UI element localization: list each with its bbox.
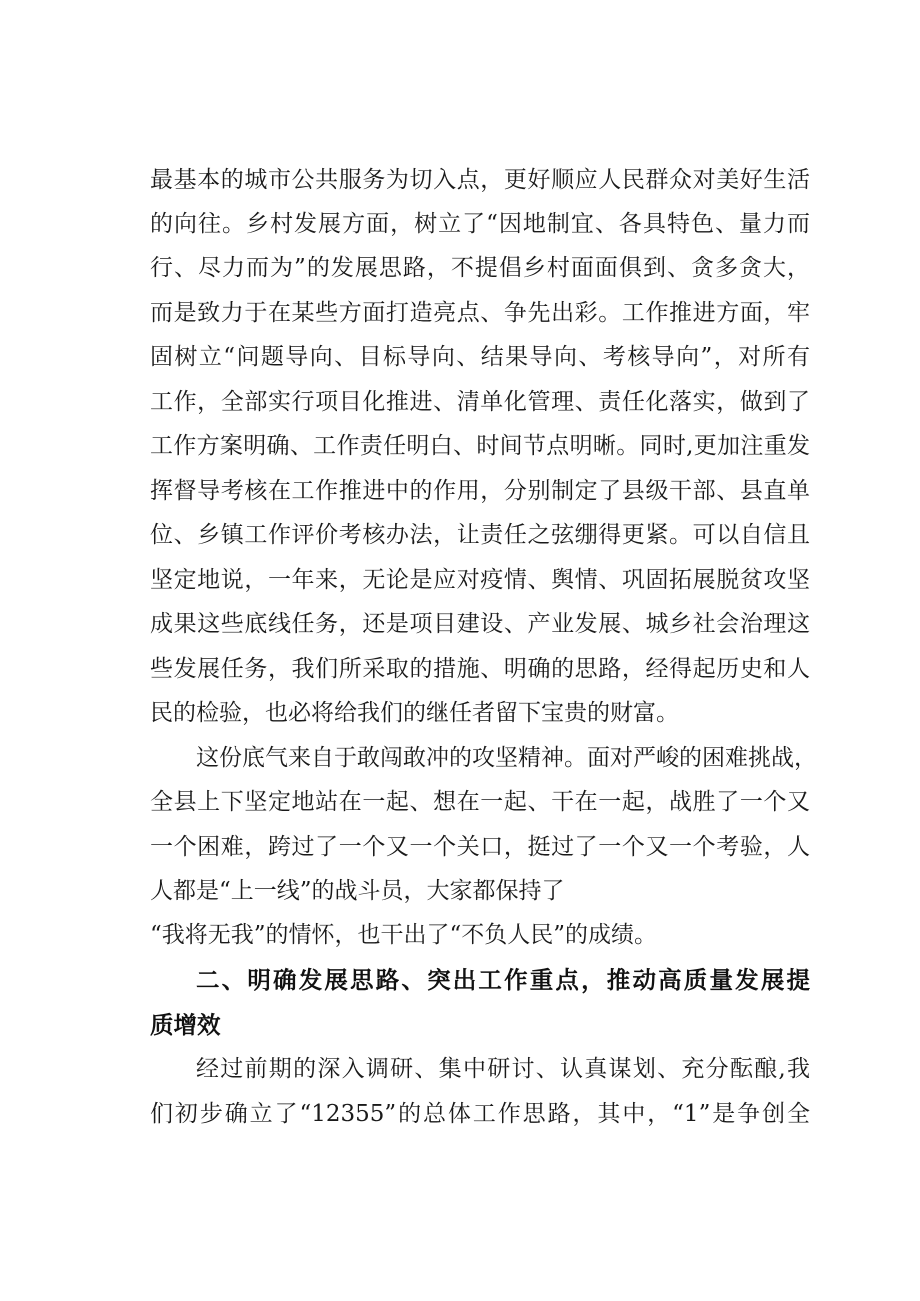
paragraph-line: 这份底气来自于敢闯敢冲的攻坚精神。面对严峻的困难挑战， bbox=[196, 745, 817, 771]
paragraph-line: 人都是“上一线”的战斗员，大家都保持了 bbox=[150, 878, 565, 904]
paragraph-line: “我将无我”的情怀，也干出了“不负人民”的成绩。 bbox=[150, 922, 658, 948]
paragraph-line: 民的检验，也必将给我们的继任者留下宝贵的财富。 bbox=[150, 700, 679, 726]
paragraph-line: 挥督导考核在工作推进中的作用，分别制定了县级干部、县直单 bbox=[150, 478, 810, 504]
paragraph-line: 些发展任务，我们所采取的措施、明确的思路，经得起历史和人 bbox=[150, 656, 810, 682]
paragraph-line: 成果这些底线任务，还是项目建设、产业发展、城乡社会治理这 bbox=[150, 611, 810, 637]
section-heading: 质增效 bbox=[150, 1011, 221, 1039]
section-heading: 二、明确发展思路、突出工作重点，推动高质量发展提 bbox=[196, 966, 810, 994]
paragraph-line: 的向往。乡村发展方面，树立了“因地制宜、各具特色、量力而 bbox=[150, 211, 810, 237]
paragraph-line: 固树立“问题导向、目标导向、结果导向、考核导向”，对所有 bbox=[150, 344, 810, 370]
paragraph-line: 坚定地说，一年来，无论是应对疫情、舆情、巩固拓展脱贫攻坚 bbox=[150, 567, 810, 593]
paragraph-line: 一个困难，跨过了一个又一个关口，挺过了一个又一个考验，人 bbox=[150, 834, 810, 860]
paragraph-line: 工作方案明确、工作责任明白、时间节点明晰。同时,更加注重发 bbox=[150, 433, 810, 459]
paragraph-line: 行、尽力而为”的发展思路，不提倡乡村面面俱到、贪多贪大， bbox=[150, 255, 810, 281]
paragraph-line: 经过前期的深入调研、集中研讨、认真谋划、充分酝酿,我 bbox=[196, 1056, 810, 1082]
paragraph-line: 工作，全部实行项目化推进、清单化管理、责任化落实，做到了 bbox=[150, 389, 810, 415]
paragraph-line: 而是致力于在某些方面打造亮点、争先出彩。工作推进方面，牢 bbox=[150, 300, 810, 326]
paragraph-line: 全县上下坚定地站在一起、想在一起、干在一起，战胜了一个又 bbox=[150, 789, 810, 815]
paragraph-line: 最基本的城市公共服务为切入点，更好顺应人民群众对美好生活 bbox=[150, 167, 810, 193]
paragraph-line: 们初步确立了“12355”的总体工作思路，其中，“1”是争创全 bbox=[150, 1101, 810, 1127]
paragraph-line: 位、乡镇工作评价考核办法，让责任之弦绷得更紧。可以自信且 bbox=[150, 522, 810, 548]
